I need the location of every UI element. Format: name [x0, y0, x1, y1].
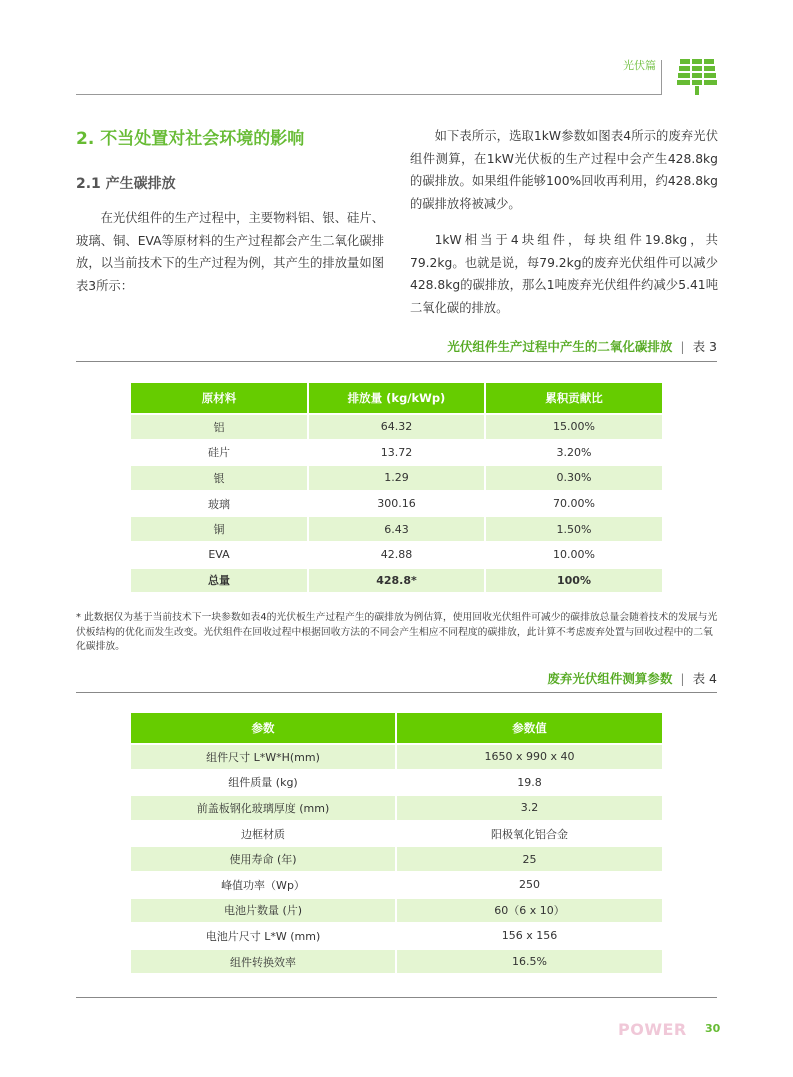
page-number: 30: [705, 1022, 721, 1035]
parameters-table: [131, 713, 662, 973]
table-cell: 60（6 x 10）: [396, 898, 662, 924]
table-cell: 16.5%: [396, 949, 662, 974]
table-cell: 铜: [131, 516, 308, 542]
caption-separator: |: [680, 339, 685, 354]
body-paragraph: 在光伏组件的生产过程中，主要物料铝、银、硅片、玻璃、铜、EVA等原材料的生产过程都会产生二氧化碳排放，以当前技术下的生产过程为例，其产生的排放量如图表3所示：: [76, 211, 384, 293]
table-row: [131, 542, 662, 568]
table-cell: 总量: [131, 568, 308, 593]
table-cell: 组件转换效率: [131, 949, 396, 974]
table-row: [131, 795, 662, 821]
table-row: [131, 949, 662, 974]
table-cell: 玻璃: [131, 491, 308, 517]
caption-separator: |: [680, 671, 685, 686]
table-cell: 0.30%: [485, 465, 662, 491]
table-row: [131, 872, 662, 898]
emissions-table: [131, 383, 662, 592]
table-cell: 1.29: [308, 465, 485, 491]
table-cell: 70.00%: [485, 491, 662, 517]
table-3-caption: [447, 337, 717, 355]
solar-panel-icon: [677, 57, 717, 95]
table-cell: 3.20%: [485, 440, 662, 466]
table-3-label: 表 3: [692, 339, 717, 354]
table-header-row: [131, 383, 662, 414]
table-cell: 42.88: [308, 542, 485, 568]
table-cell: 铝: [131, 414, 308, 440]
table-header-cell: 参数值: [396, 713, 662, 744]
table-row: [131, 898, 662, 924]
table-cell: 硅片: [131, 440, 308, 466]
table-4-title: 废弃光伏组件测算参数: [547, 671, 673, 686]
table-row: [131, 491, 662, 517]
header-rule: [76, 94, 661, 95]
table-cell: 使用寿命 (年): [131, 846, 396, 872]
table-row: [131, 516, 662, 542]
table-cell: EVA: [131, 542, 308, 568]
table-3-rule: [76, 361, 717, 362]
table-row: [131, 770, 662, 796]
table-4-rule: [76, 692, 717, 693]
footer-rule: [76, 997, 717, 998]
right-column: [410, 125, 718, 333]
table-cell: 100%: [485, 568, 662, 593]
section-heading: 2. 不当处置对社会环境的影响: [76, 129, 305, 149]
table-header-cell: 原材料: [131, 383, 308, 414]
table-cell: 前盖板钢化玻璃厚度 (mm): [131, 795, 396, 821]
table-cell: 电池片数量 (片): [131, 898, 396, 924]
table-cell: 银: [131, 465, 308, 491]
table-row: [131, 923, 662, 949]
table-row: [131, 846, 662, 872]
table-cell: 1.50%: [485, 516, 662, 542]
table-cell: 19.8: [396, 770, 662, 796]
section-label: 光伏篇: [623, 59, 656, 72]
table-cell: 64.32: [308, 414, 485, 440]
table-cell: 15.00%: [485, 414, 662, 440]
table-header-cell: 累积贡献比: [485, 383, 662, 414]
table-cell: 3.2: [396, 795, 662, 821]
body-paragraph: 1kW相当于4块组件，每块组件19.8kg，共79.2kg。也就是说，每79.2kg的废弃光伏组件可以减少428.8kg的碳排放，那么1吨废弃光伏组件约减少5.41吨二氧化碳的排放。: [410, 233, 718, 315]
table-3-title: 光伏组件生产过程中产生的二氧化碳排放: [447, 339, 673, 354]
table-cell: 组件质量 (kg): [131, 770, 396, 796]
brand-logo: POWER: [618, 1020, 687, 1039]
table-cell: 156 x 156: [396, 923, 662, 949]
table-row: [131, 821, 662, 847]
table-header-cell: 排放量 (kg/kWp): [308, 383, 485, 414]
table-cell: 25: [396, 846, 662, 872]
table-cell: 6.43: [308, 516, 485, 542]
table-row: [131, 440, 662, 466]
table-4-caption: [547, 669, 717, 687]
table-total-row: [131, 568, 662, 593]
table-4-label: 表 4: [692, 671, 717, 686]
table-cell: 组件尺寸 L*W*H(mm): [131, 744, 396, 770]
body-paragraph: 如下表所示，选取1kW参数如图表4所示的废弃光伏组件测算，在1kW光伏板的生产过程中会产生428.8kg的碳排放。如果组件能够100%回收再利用，约428.8kg的碳排放将被减少。: [410, 129, 718, 211]
footnote: * 此数据仅为基于当前技术下一块参数如表4的光伏板生产过程产生的碳排放为例估算，使用回收光伏组件可减少的碳排放总量会随着技术的发展与光伏板结构的优化而发生改变。光伏组件在回收过程中根据回收方法的不同会产生相应不同程度的碳排放，此计算不考虑废弃处置与回收过程中的二氧化碳排放。: [76, 612, 718, 653]
table-cell: 13.72: [308, 440, 485, 466]
table-cell: 边框材质: [131, 821, 396, 847]
table-row: [131, 744, 662, 770]
table-cell: 电池片尺寸 L*W (mm): [131, 923, 396, 949]
table-row: [131, 414, 662, 440]
table-cell: 250: [396, 872, 662, 898]
table-cell: 10.00%: [485, 542, 662, 568]
table-header-cell: 参数: [131, 713, 396, 744]
table-row: [131, 465, 662, 491]
subsection-heading: 2.1 产生碳排放: [76, 176, 176, 192]
table-cell: 1650 x 990 x 40: [396, 744, 662, 770]
table-cell: 峰值功率（Wp）: [131, 872, 396, 898]
table-cell: 阳极氧化铝合金: [396, 821, 662, 847]
table-cell: 428.8*: [308, 568, 485, 593]
table-header-row: [131, 713, 662, 744]
table-cell: 300.16: [308, 491, 485, 517]
left-column: [76, 125, 384, 305]
header-divider: [661, 60, 662, 95]
